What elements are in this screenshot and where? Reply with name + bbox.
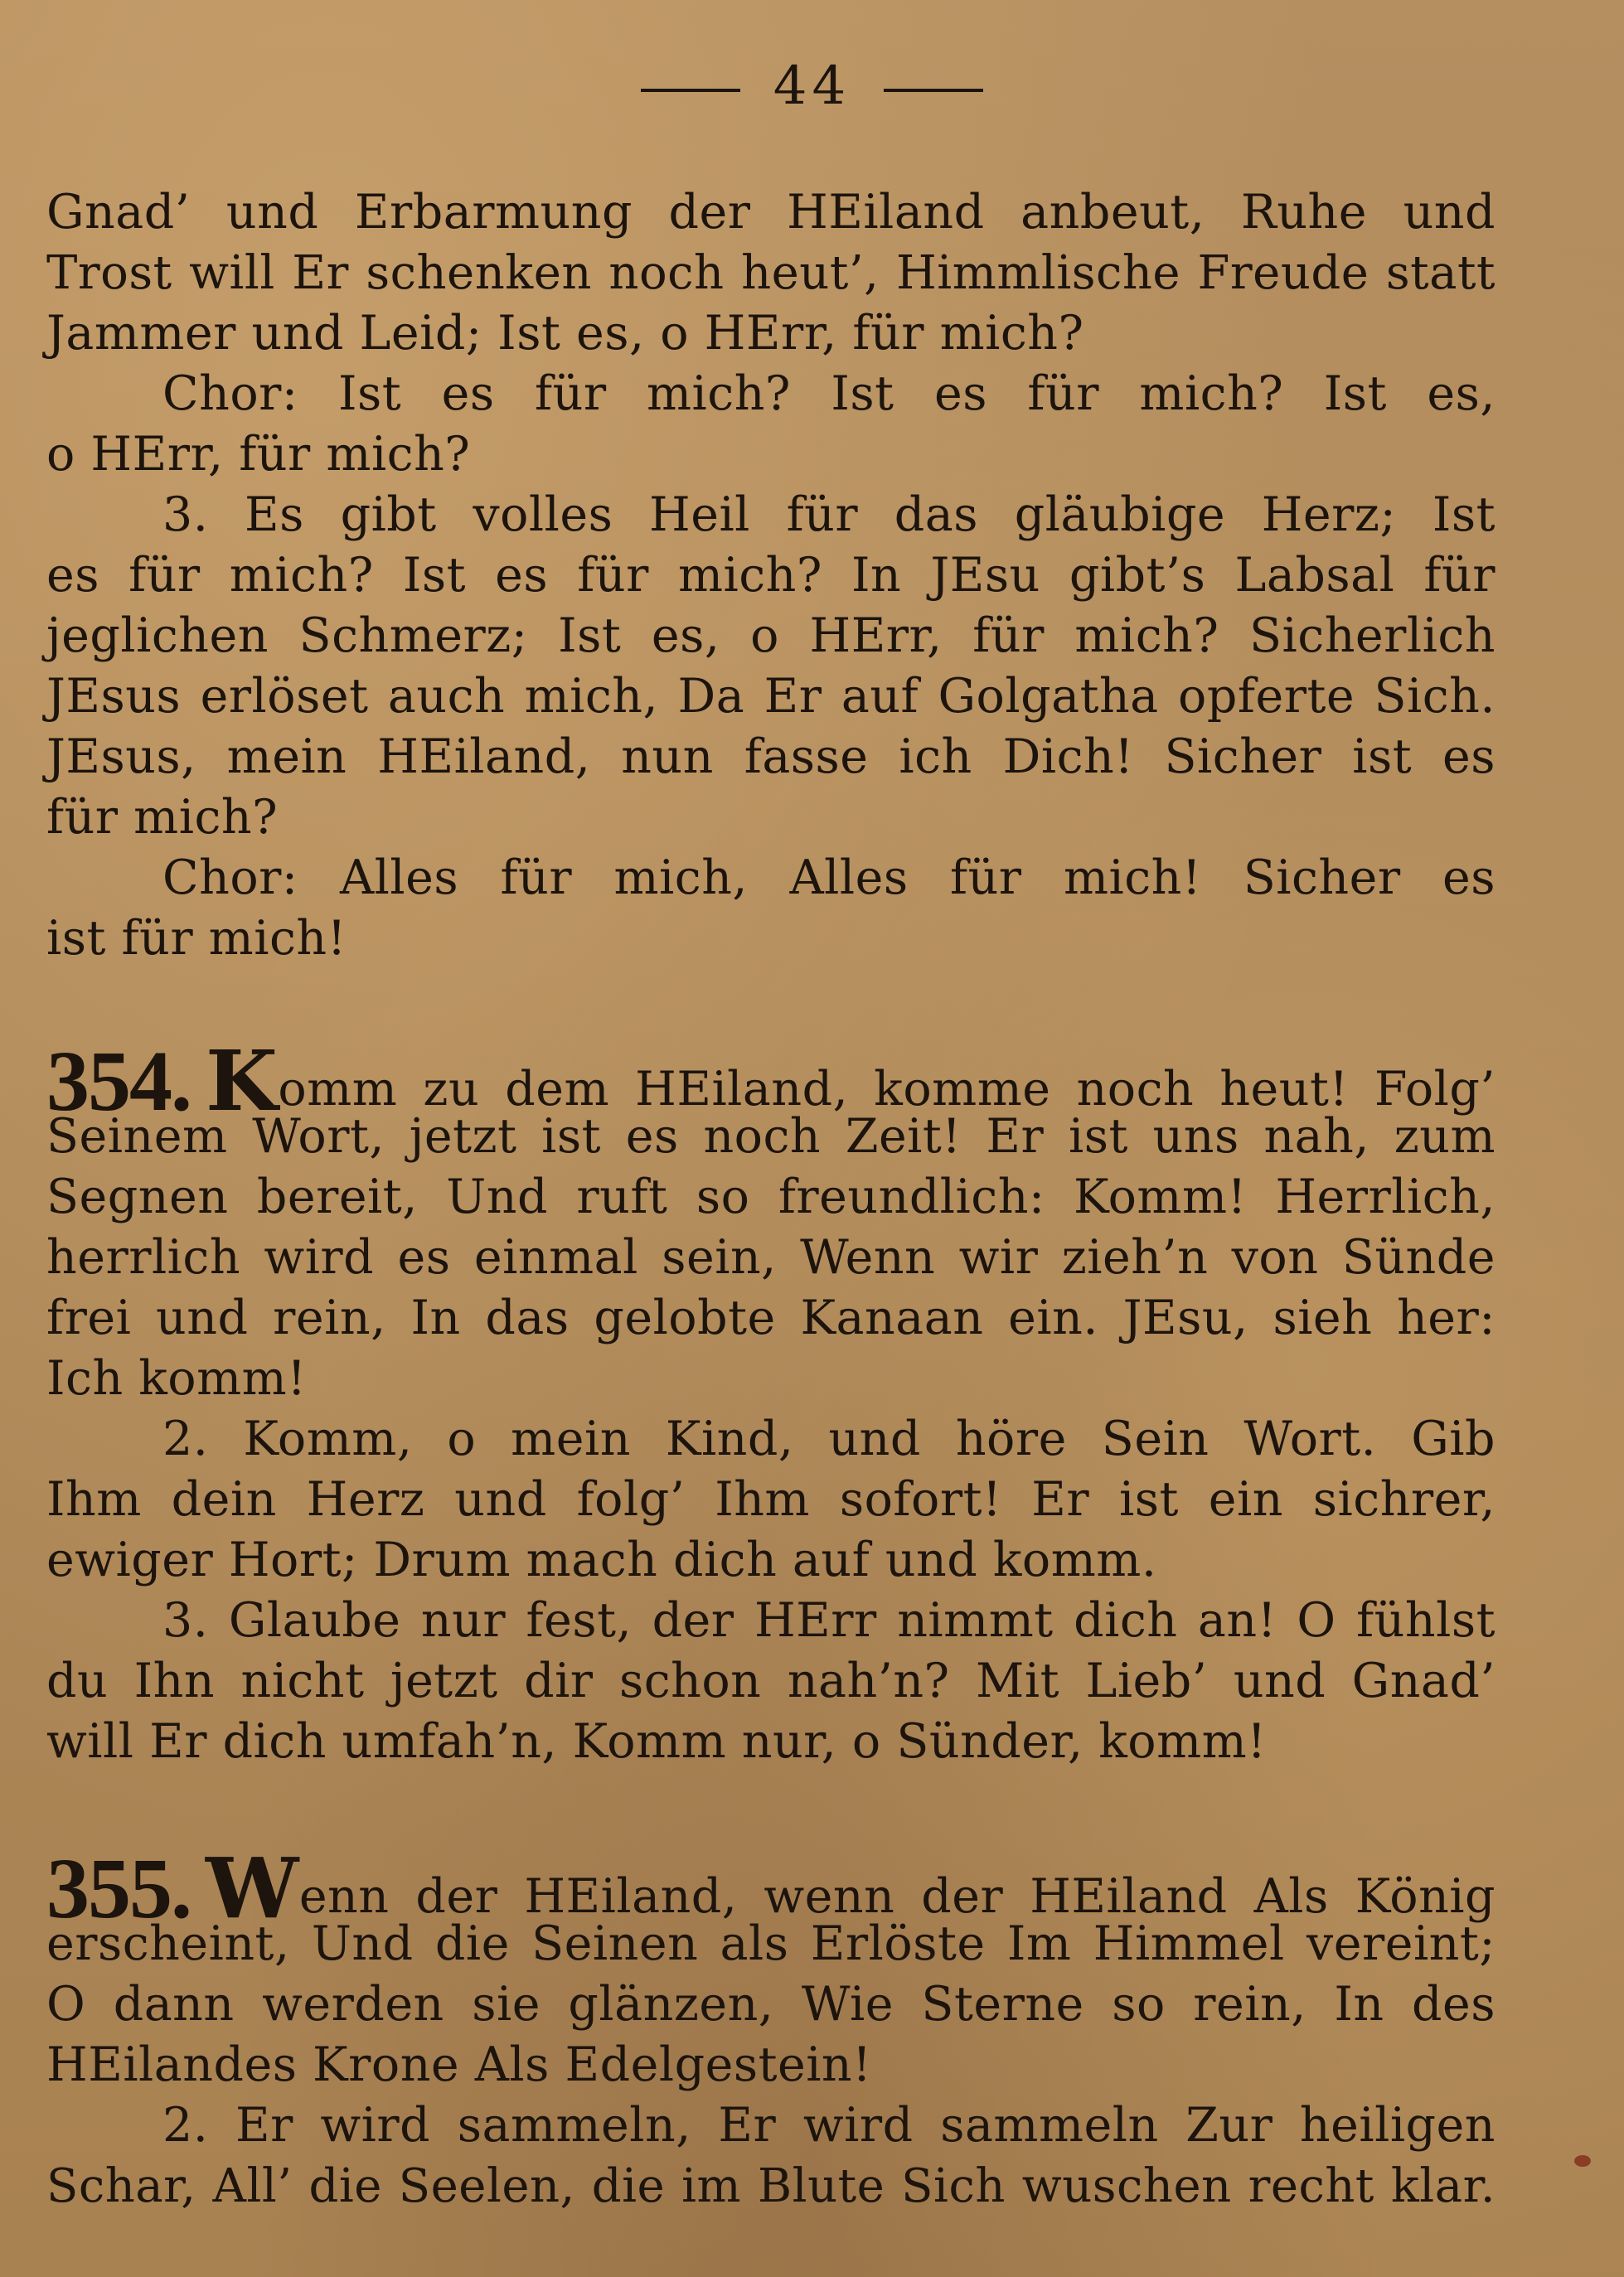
text-line: erscheint, Und die Seinen als Erlöste Im Himmel vereint; — [46, 1916, 1496, 1971]
text-line: o HErr, für mich? — [46, 427, 471, 482]
text-line: du Ihn nicht jetzt dir schon nah’n? Mit Lieb’ und Gnad’ — [46, 1654, 1496, 1708]
header-dash-left — [641, 89, 740, 92]
page-number: 44 — [773, 56, 851, 117]
page-header — [0, 56, 1624, 117]
hymn-number: 354. — [46, 1034, 191, 1129]
drop-initial: K — [206, 1032, 279, 1130]
text-line: Trost will Er schenken noch heut’, Himmlische Freude statt — [46, 246, 1496, 300]
text-line: Jammer und Leid; Ist es, o HErr, für mich? — [46, 306, 1084, 361]
hymn-first-line-text: omm zu dem HEiland, komme noch heut! Folg’ — [278, 1062, 1496, 1117]
text-line: Gnad’ und Erbarmung der HEiland anbeut, Ruhe und — [46, 185, 1496, 240]
chorus-line: Chor: Alles für mich, Alles für mich! Sicher es — [162, 850, 1496, 905]
text-line: O dann werden sie glänzen, Wie Sterne so rein, In des — [46, 1977, 1496, 2032]
text-line: Ihm dein Herz und folg’ Ihm sofort! Er ist ein sichrer, — [46, 1472, 1496, 1527]
hymn-355 — [46, 1839, 1496, 2216]
text-line: ist für mich! — [46, 911, 347, 966]
text-line: herrlich wird es einmal sein, Wenn wir zieh’n von Sünde — [46, 1230, 1496, 1285]
text-line: JEsus erlöset auch mich, Da Er auf Golgatha opferte Sich. — [46, 669, 1496, 724]
text-line: ewiger Hort; Drum mach dich auf und komm. — [46, 1533, 1157, 1587]
continuation-text — [46, 182, 1496, 969]
verse-line: 3. Es gibt volles Heil für das gläubige Herz; Ist — [162, 487, 1496, 542]
text-line: es für mich? Ist es für mich? In JEsu gibt’s Labsal für — [46, 548, 1496, 603]
text-line: für mich? — [46, 790, 279, 845]
text-line: Segnen bereit, Und ruft so freundlich: Komm! Herrlich, — [46, 1170, 1496, 1224]
hymn-first-line — [46, 1032, 1496, 1130]
hymn-first-line-text: enn der HEiland, wenn der HEiland Als König — [298, 1869, 1496, 1924]
verse-line: 2. Komm, o mein Kind, und höre Sein Wort. Gib — [162, 1412, 1496, 1466]
verse-line: 2. Er wird sammeln, Er wird sammeln Zur heiligen — [162, 2098, 1496, 2153]
text-line: JEsus, mein HEiland, nun fasse ich Dich! Sicher ist es — [46, 729, 1496, 784]
hymn-first-line — [46, 1839, 1496, 1937]
hymn-354 — [46, 1032, 1496, 1772]
hymn-number: 355. — [46, 1841, 191, 1936]
text-line: will Er dich umfah’n, Komm nur, o Sünder, komm! — [46, 1714, 1267, 1769]
text-line: Ich komm! — [46, 1351, 307, 1406]
text-line: Seinem Wort, jetzt ist es noch Zeit! Er ist uns nah, zum — [46, 1109, 1496, 1164]
text-line: Schar, All’ die Seelen, die im Blute Sich wuschen recht klar. — [46, 2159, 1496, 2213]
text-line: jeglichen Schmerz; Ist es, o HErr, für mich? Sicherlich — [46, 608, 1496, 663]
text-line: frei und rein, In das gelobte Kanaan ein. JEsu, sieh her: — [46, 1291, 1496, 1345]
verse-line: 3. Glaube nur fest, der HErr nimmt dich an! O fühlst — [162, 1593, 1496, 1648]
paper-stain — [1574, 2155, 1591, 2167]
text-line: HEilandes Krone Als Edelgestein! — [46, 2037, 872, 2092]
chorus-line: Chor: Ist es für mich? Ist es für mich? Ist es, — [162, 366, 1496, 421]
drop-initial: W — [206, 1839, 299, 1937]
header-dash-right — [884, 89, 983, 92]
